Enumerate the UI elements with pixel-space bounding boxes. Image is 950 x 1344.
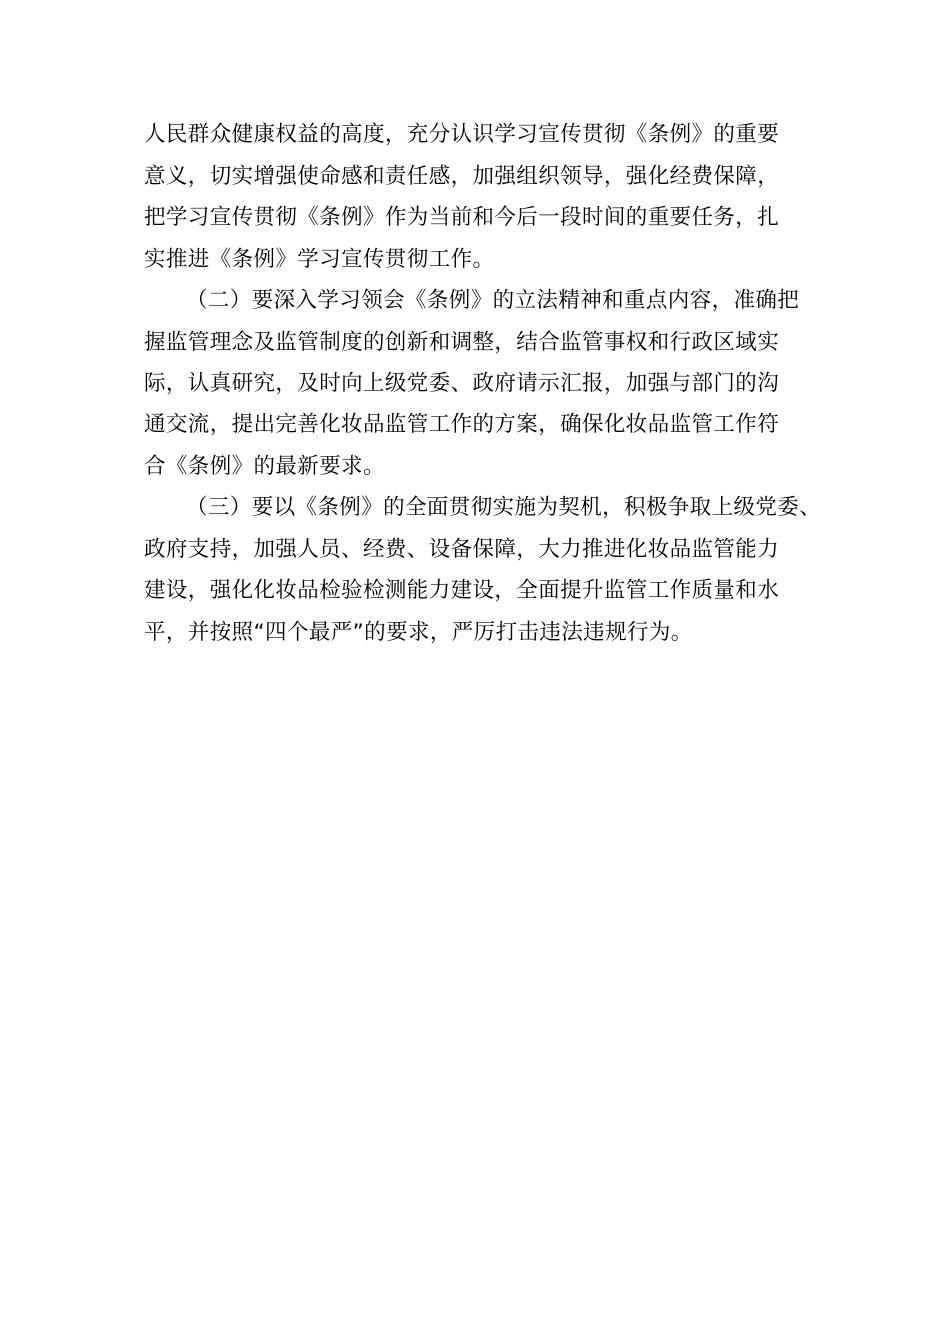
text-line-6: 握监管理念及监管制度的创新和调整，结合监管事权和行政区域实 (144, 330, 780, 355)
text-line-2: 意义，切实增强使命感和责任感，加强组织领导，强化经费保障， (144, 164, 780, 189)
paragraph-2-first-line: （二）要深入学习领会《条例》的立法精神和重点内容，准确把 (186, 288, 800, 313)
text-line-1: 人民群众健康权益的高度，充分认识学习宣传贯彻《条例》的重要 (144, 122, 780, 147)
text-line-11: 政府支持，加强人员、经费、设备保障，大力推进化妆品监管能力 (144, 537, 780, 562)
text-line-12: 建设，强化化妆品检验检测能力建设，全面提升监管工作质量和水 (144, 578, 780, 603)
text-line-13: 平，并按照“四个最严”的要求，严厉打击违法违规行为。 (144, 620, 693, 645)
text-line-9: 合《条例》的最新要求。 (144, 454, 385, 479)
text-line-7: 际，认真研究，及时向上级党委、政府请示汇报，加强与部门的沟 (144, 371, 780, 396)
text-line-3: 把学习宣传贯彻《条例》作为当前和今后一段时间的重要任务，扎 (144, 205, 780, 230)
text-line-4: 实推进《条例》学习宣传贯彻工作。 (144, 247, 495, 272)
text-line-8: 通交流，提出完善化妆品监管工作的方案，确保化妆品监管工作符 (144, 412, 780, 437)
paragraph-3-first-line: （三）要以《条例》的全面贯彻实施为契机，积极争取上级党委、 (186, 495, 822, 520)
